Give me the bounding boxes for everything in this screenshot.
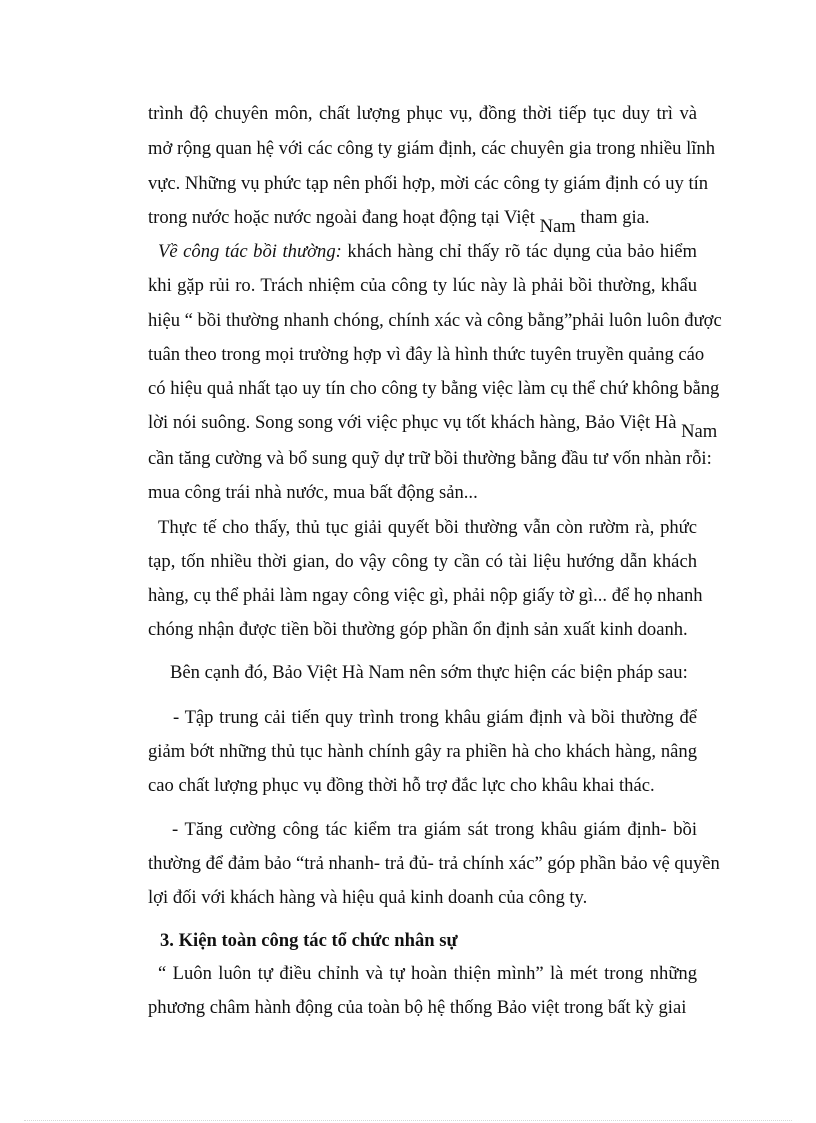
paragraph-line: có hiệu quả nhất tạo uy tín cho công ty bằng việc làm cụ thể chứ không bằng [148,378,720,399]
paragraph-line: vực. Những vụ phức tạp nên phối hợp, mời các công ty giám định có uy tín [148,173,709,194]
paragraph-line [148,411,718,442]
bullet-line: thường để đảm bảo “trả nhanh- trả đủ- trả chính xác” góp phần bảo vệ quyền [148,853,720,874]
paragraph-line: mở rộng quan hệ với các công ty giám định, các chuyên gia trong nhiều lĩnh [148,138,715,159]
paragraph-line: phương châm hành động của toàn bộ hệ thống Bảo việt trong bất kỳ giai [148,997,687,1018]
paragraph-line: Bên cạnh đó, Bảo Việt Hà Nam nên sớm thực hiện các biện pháp sau: [170,662,688,683]
paragraph-line: mua công trái nhà nước, mua bất động sản... [148,482,478,503]
paragraph-line [148,206,697,237]
paragraph-text: lời nói suông. Song song với việc phục vụ tốt khách hàng, Bảo Việt Hà [148,412,677,433]
paragraph-line: khi gặp rủi ro. Trách nhiệm của công ty lúc này là phải bồi thường, khẩu [148,275,697,296]
page-bottom-rule [24,1120,792,1121]
bullet-line: cao chất lượng phục vụ đồng thời hỗ trợ đắc lực cho khâu khai thác. [148,775,655,796]
paragraph-line [158,240,697,264]
paragraph-line: Thực tế cho thấy, thủ tục giải quyết bồi thường vẫn còn rườm rà, phức [158,517,697,538]
paragraph-line: tuân theo trong mọi trường hợp vì đây là hình thức tuyên truyền quảng cáo [148,344,705,365]
paragraph-text: tham gia. [580,207,650,228]
paragraph-text: khách hàng chỉ thấy rõ tác dụng của bảo hiểm [347,241,697,262]
subscript-text: Nam [539,216,576,237]
bullet-line: giảm bớt những thủ tục hành chính gây ra phiền hà cho khách hàng, nâng [148,741,697,762]
section-heading: 3. Kiện toàn công tác tổ chức nhân sự [160,930,458,951]
bullet-line: - Tăng cường công tác kiểm tra giám sát trong khâu giám định- bồi [172,819,697,840]
paragraph-line: hiệu “ bồi thường nhanh chóng, chính xác và công bằng”phải luôn luôn được [148,310,722,331]
paragraph-line: “ Luôn luôn tự điều chỉnh và tự hoàn thiện mình” là mét trong những [158,963,697,984]
bullet-line: lợi đối với khách hàng và hiệu quả kinh doanh của công ty. [148,887,588,908]
paragraph-line: cần tăng cường và bổ sung quỹ dự trữ bồi thường bằng đầu tư vốn nhàn rỗi: [148,448,712,469]
paragraph-line: chóng nhận được tiền bồi thường góp phần ổn định sản xuất kinh doanh. [148,619,688,640]
subscript-text: Nam [681,421,718,442]
paragraph-line: hàng, cụ thể phải làm ngay công việc gì, phải nộp giấy tờ gì... để họ nhanh [148,585,703,606]
italic-lead-text: Về công tác bồi thường: [158,241,342,262]
paragraph-line: tạp, tốn nhiều thời gian, do vậy công ty cần có tài liệu hướng dẫn khách [148,551,697,572]
paragraph-line: trình độ chuyên môn, chất lượng phục vụ, đồng thời tiếp tục duy trì và [148,103,697,124]
bullet-line: - Tập trung cải tiến quy trình trong khâu giám định và bồi thường để [173,707,697,728]
paragraph-text: trong nước hoặc nước ngoài đang hoạt động tại Việt [148,207,535,228]
